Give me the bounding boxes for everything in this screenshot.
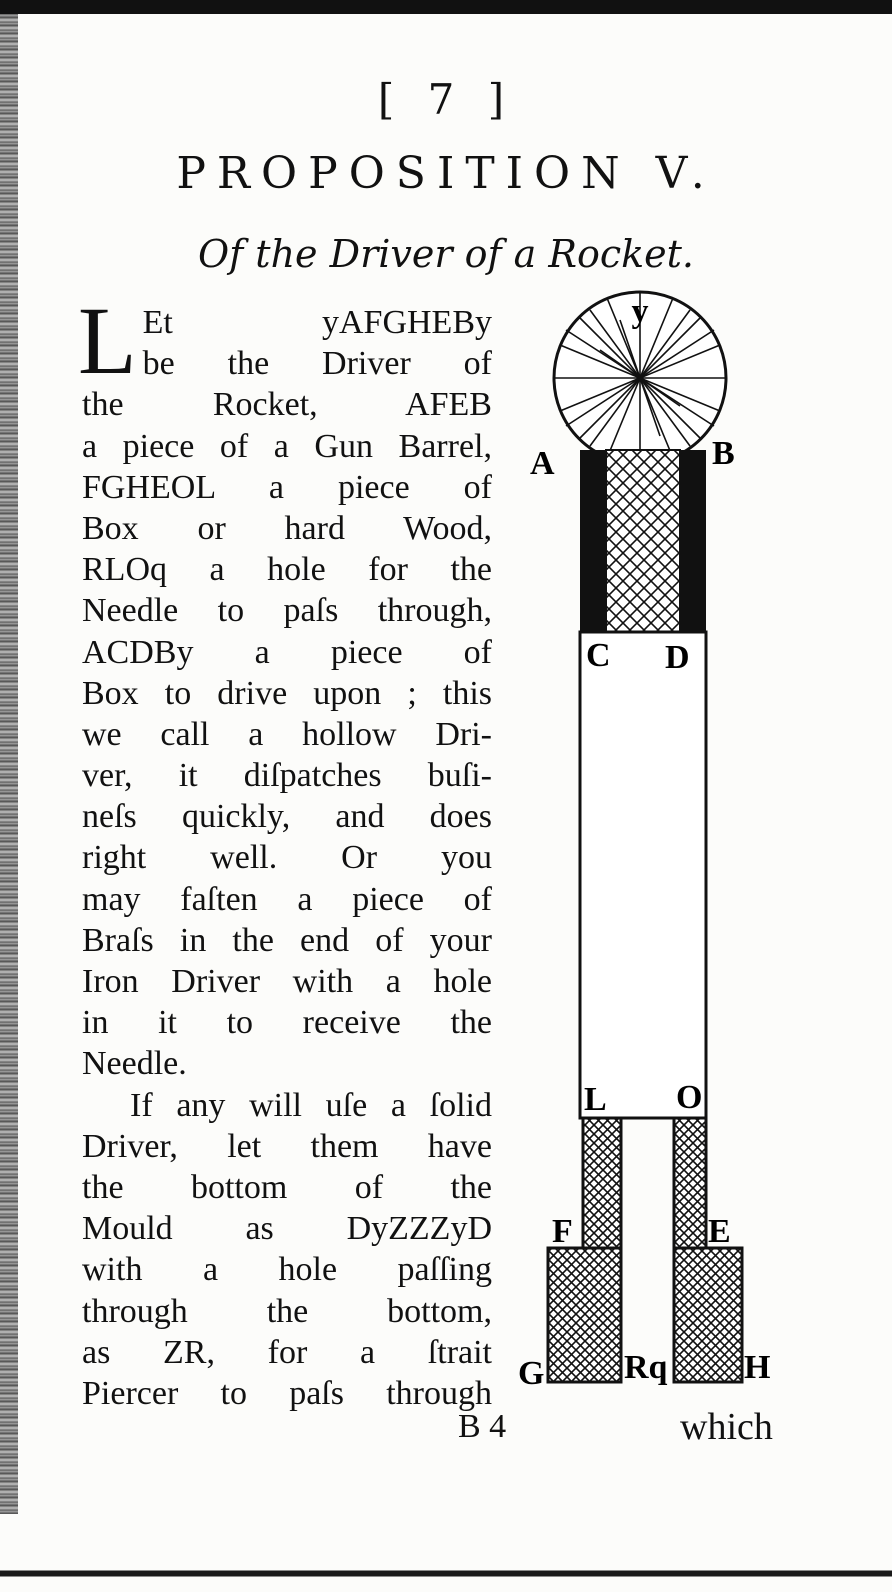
label-h: H — [744, 1349, 771, 1386]
scan-top-edge — [0, 0, 892, 14]
text-line: RLOq a hole for the — [82, 551, 492, 589]
text-line: Iron Driver with a hole — [82, 963, 492, 1000]
text-line: Mould as DyZZZyD — [82, 1210, 492, 1248]
text-line: Needle to paſs through, — [82, 592, 492, 630]
text-line: ACDBy a piece of — [82, 633, 492, 671]
rocket-driver-figure — [510, 290, 800, 1400]
page-number: [ 7 ] — [377, 75, 515, 124]
text-line: may faſten a piece of — [82, 880, 492, 918]
signature-mark: B 4 — [458, 1408, 507, 1445]
label-d: D — [665, 639, 690, 676]
hollow-driver-shaft — [580, 632, 706, 1118]
text-line: Driver, let them have — [82, 1127, 492, 1165]
text-line: the Rocket, AFEB — [82, 386, 492, 424]
label-c: C — [586, 637, 611, 674]
label-b: B — [712, 435, 735, 472]
label-y: y — [631, 293, 649, 330]
text-line: through the bottom, — [82, 1292, 492, 1330]
text-line: a piece of a Gun Barrel, — [82, 427, 492, 465]
box-wood-piece — [548, 1118, 742, 1382]
text-line: the bottom of the — [82, 1168, 492, 1206]
drop-cap: L — [78, 287, 137, 394]
text-line: ver, it diſpatches buſi- — [82, 757, 492, 795]
label-l: L — [584, 1081, 607, 1118]
scan-bottom-edge — [0, 1562, 892, 1592]
text-line: with a hole paſſing — [82, 1251, 492, 1289]
text-line: FGHEOL a piece of — [82, 468, 492, 506]
text-line: If any will uſe a ſolid — [130, 1086, 492, 1124]
text-line: Box to drive upon ; this — [82, 674, 492, 712]
body-text — [78, 287, 492, 1414]
text-line: Box or hard Wood, — [82, 509, 492, 547]
label-o: O — [676, 1079, 703, 1116]
text-line: Needle. — [82, 1045, 187, 1083]
section-subtitle: Of the Driver of a Rocket. — [198, 232, 694, 276]
text-line: be the Driver of — [142, 345, 492, 383]
proposition-heading: PROPOSITION V. — [176, 148, 716, 199]
label-f: F — [552, 1213, 573, 1250]
text-line: as ZR, for a ſtrait — [82, 1333, 492, 1371]
gun-barrel-piece — [580, 450, 706, 632]
text-line: Piercer to paſs through — [82, 1374, 492, 1412]
label-g: G — [518, 1355, 545, 1392]
text-line: Et yAFGHEBy — [142, 304, 492, 341]
text-line: right well. Or you — [82, 839, 492, 877]
text-line: neſs quickly, and does — [82, 798, 492, 836]
label-rq: Rq — [624, 1349, 668, 1386]
text-line: Braſs in the end of your — [82, 921, 492, 959]
text-line: we call a hollow Dri- — [82, 715, 492, 753]
text-line: in it to receive the — [82, 1004, 492, 1042]
catchword: which — [680, 1406, 773, 1448]
label-e: E — [708, 1213, 731, 1250]
label-a: A — [530, 445, 555, 482]
